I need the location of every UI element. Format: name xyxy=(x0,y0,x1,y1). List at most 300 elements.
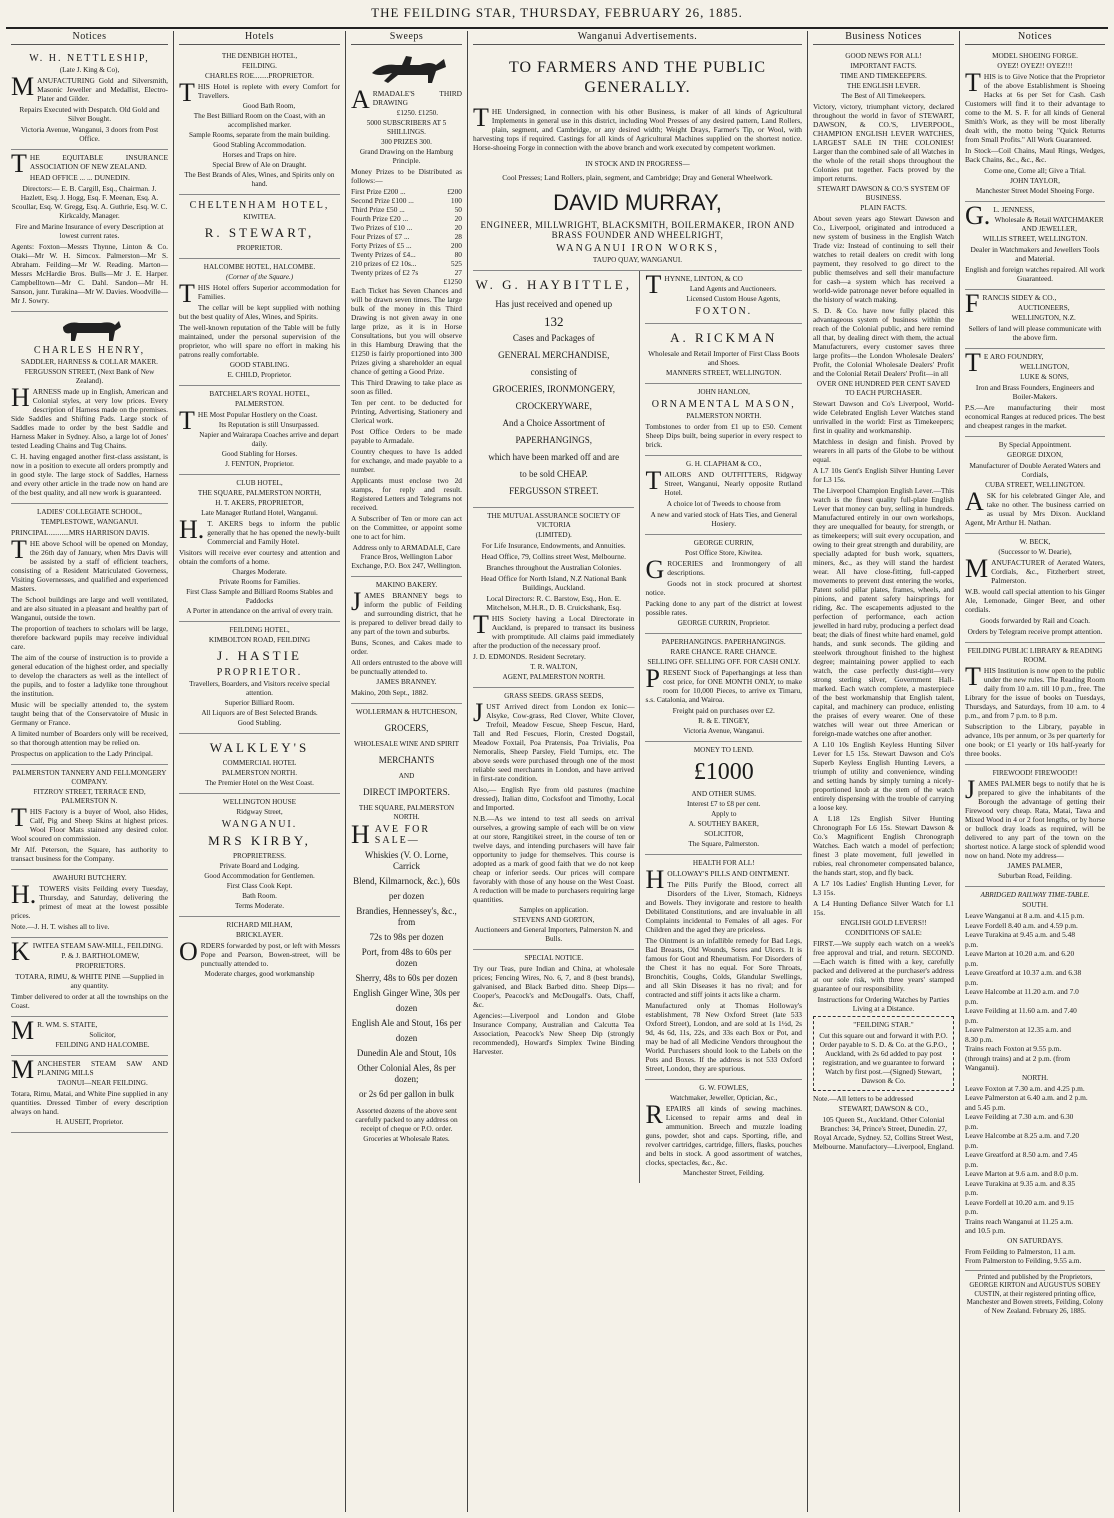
ad-line: consisting of xyxy=(530,367,577,377)
ad-body: The Liverpool Champion English Lever.—This watch is the finest quality full-plate English Lever that money can buy, selling in hundreds. Manufactured entirely in our own workshops, they are unequalled for beauty, for strength, or as timekeepers; will suit every occupation, and owing to their great strength and durability, are specially adapted for bush work, squatters, miners, &c., as they will stand the hardest wear. All have close-fitting, full-capped movements to prevent dust entering the works, Patent solid pillar plates, frames, wheels, and pinions, and patent safety hairsprings for riding, &c. The escapements adjusted to the perfection of performance, each action jewelled in hard ruby, producing a perfect dead beat; the dials of finest white hard enamel, gold hands, and sunk seconds. The gilding and steelwork throughout finished to the highest degree; maintaining power applied to each watch, the case perfectly dust-tight—very strong sterling silver, Government Hall-marked. Each watch complete, a masterpiece of the best workmanship that English talent, capital, and machinery can produce, enlisting the praises of every wearer. One of these watches will wear out three American or foreign-made watches one after another. xyxy=(813,486,954,738)
prize-row xyxy=(351,187,462,196)
prize-row xyxy=(351,268,462,277)
ad-subtitle: THE ENGLISH LEVER. xyxy=(846,82,921,90)
ad-line: First Class Cook Kept. xyxy=(226,882,293,890)
ad-prizes: 300 PRIZES 300. xyxy=(381,138,432,146)
ad-subtitle: OYEZ! OYEZ!! OYEZ!!! xyxy=(997,62,1073,70)
ad-town: WELLINGTON, N.Z. xyxy=(1011,314,1076,322)
timetable-row: 8.30 p.m. xyxy=(965,1034,993,1044)
sale-item: English Ginger Wine, 30s per xyxy=(353,988,460,998)
ad-line: Horses and Traps on hire. xyxy=(222,151,297,159)
ad-title: JOHN HANLON, xyxy=(697,388,750,396)
ad-line: Travellers, Boarders, and Visitors receive special attention. xyxy=(189,680,330,697)
ad-signature: GEORGE CURRIN, Proprietor. xyxy=(677,619,770,627)
sale-item: Port, from 48s to 60s per dozen xyxy=(361,947,452,968)
ad-address: Manchester Street Model Shoeing Forge. xyxy=(975,187,1095,195)
column-heading: Wanganui Advertisements. xyxy=(473,31,802,45)
timetable-row: Leave Halcombe at 11.20 a.m. and 7.0 xyxy=(965,987,1079,996)
grass-seeds-ad xyxy=(473,688,634,950)
racehorse-icon xyxy=(362,53,452,87)
fowles-ad xyxy=(645,1080,802,1183)
ad-town: WANGANUI. xyxy=(221,819,298,830)
ad-address: CUBA STREET, WELLINGTON. xyxy=(985,481,1085,489)
ad-address: Victoria Avenue, Wanganui, 3 doors from Post Office. xyxy=(20,125,159,143)
ad-heading: HEALTH FOR ALL! xyxy=(692,859,755,867)
ad-title: THE DENBIGH HOTEL, xyxy=(221,52,298,60)
ad-title: WALKLEY'S xyxy=(209,740,310,755)
sale-item: Sherry, 48s to 60s per dozen xyxy=(355,973,458,983)
ad-line: All Liquors are of Best Selected Brands. xyxy=(201,709,318,717)
timetable-row: Leave Turakina at 9.35 a.m. and 8.35 xyxy=(965,1178,1076,1188)
ad-line: to be sold CHEAP. xyxy=(519,469,588,479)
ad-line: Sample Rooms, separate from the main building. xyxy=(189,131,330,139)
ad-subtitle: 5000 SUBSCRIBERS AT 5 SHILLINGS. xyxy=(366,119,447,136)
ad-line: Good Bath Room, xyxy=(242,102,296,110)
prize-row xyxy=(351,232,462,241)
ad-body: The well-known reputation of the Table will be fully maintained, under the personal supervision of the proprietor, who will spare no effort in making his patrons really comfortable. xyxy=(179,323,340,359)
ad-title: FEILDING HOTEL, xyxy=(229,626,290,634)
ad-line: Interest £7 to £8 per cent. xyxy=(687,800,761,808)
column-heading: Hotels xyxy=(179,31,340,45)
ad-subtitle: ORNAMENTAL MASON, xyxy=(651,399,796,410)
kiwitea-sawmill-ad xyxy=(11,938,168,1017)
timetable-row: p.m. xyxy=(965,1159,979,1169)
ad-address: MANNERS STREET, WELLINGTON. xyxy=(666,369,782,377)
ad-agents: Agents: Foxton—Messrs Thynne, Linton & Co. Otaki—Mr W. H. Simcox. Palmerston—Mr S. Abraham. Feilding—Mr W. Reading. Marton—Messrs McHardie Bros. Bulls—Mr J. E. Harper. Campbelltown—Mr C. Dahl. Sandon—Mr H. Sanson, junr. Turakina—Mr W. Davies. Woodville—Mr J. Sowry. xyxy=(11,242,168,305)
masthead-rule xyxy=(6,27,1108,29)
ad-line: Good Accommodation for Gentlemen. xyxy=(204,872,315,880)
ad-body: Also,— English Rye from old pastures (machine dressed), Italian ditto, Cocksfoot and Timothy, Local and Imported. xyxy=(473,785,635,812)
ad-town: WELLINGTON, xyxy=(1019,363,1070,371)
ad-body: Repairs Executed with Despatch. Old Gold and Silver Bought. xyxy=(19,105,160,123)
ad-line: Samples on application. xyxy=(519,906,589,914)
feilding-hotel-ad xyxy=(179,622,340,734)
ad-body: ASK for his celebrated Ginger Ale, and take no other. The business carried on as usual by Mrs Dixon. Auckland Agent, Mr Arthur H. Nathan. xyxy=(965,487,1105,527)
timetable-row: p.m. xyxy=(965,977,979,987)
timetable-row: Leave Feilding at 7.30 a.m. and 6.30 xyxy=(965,1112,1074,1121)
prize-row xyxy=(351,223,462,232)
ad-title: MR. WM. S. STAITE, xyxy=(11,1016,98,1045)
ad-subtitle: MERCHANTS xyxy=(378,755,435,765)
column-hotels xyxy=(174,31,346,1512)
ad-title: MAKINO BAKERY. xyxy=(375,581,438,589)
ad-title: HAVE FOR SALE— xyxy=(351,820,430,849)
ad-subtitle: PLAIN FACTS. xyxy=(860,204,907,212)
ad-owner: MRS KIRBY, xyxy=(208,833,311,848)
planing-mills-ad xyxy=(11,1056,168,1133)
ad-body: A L7 10s Gent's English Silver Hunting Lever for L3 15s. xyxy=(813,466,954,484)
prize-total-amount: £1250 xyxy=(443,277,462,286)
milham-ad xyxy=(179,917,340,984)
ad-address: THE SQUARE, PALMERSTON NORTH, xyxy=(197,489,322,497)
timetable-row: Trains reach Wanganui at 11.25 a.m. xyxy=(965,1216,1073,1226)
ad-body: Ten per cent. to be deducted for Printing, Advertising, Stationery and Clerical work. xyxy=(351,398,462,425)
ad-title: MODEL SHOEING FORGE. xyxy=(992,52,1078,60)
cheltenham-hotel-ad xyxy=(179,195,340,259)
ad-body: THIS Hotel is replete with every Comfort for Travellers. xyxy=(179,78,340,107)
ad-title: CLUB HOTEL, xyxy=(236,479,283,487)
sale-item: Brandies, Hennessey's, &c., from xyxy=(356,906,457,927)
ad-body: Visitors will receive ever courtesy and attention and obtain the comforts of a home. xyxy=(179,548,340,566)
ad-line: Napier and Wairarapa Coaches arrive and depart daily. xyxy=(199,431,339,448)
haybittle-ad xyxy=(473,271,634,508)
ad-subtitle: COMMERCIAL HOTEL xyxy=(222,759,297,767)
prize-row xyxy=(351,214,462,223)
ad-subtitle: ENGLISH GOLD LEVERS!! xyxy=(840,919,927,927)
ad-body: Buns, Scones, and Cakes made to order. xyxy=(351,638,462,656)
prize-label: Second Prize £100 ... xyxy=(351,196,414,205)
prize-label: Forty Prizes of £5 ... xyxy=(351,241,412,250)
ad-body: JUST Arrived direct from London ex Ionic— Alsyke, Cow-grass, Red Clover, White Clover, Trefoil, Meadow Fescue, Sheep Fescue, Hard, Tall and Red Fescues, Florin, Crested Dogstail, Meadow Foxtail, Poa Pratensis, Poa Trivialis, Poa Nemoralis, Sheep Parsley, Field Turnips, etc. The above seeds were purchased through one of the most reliable seed merchants in London, and have arrived in first-rate condition. xyxy=(473,698,635,783)
ad-body: The Pills Purify the Blood, correct all Disorders of the Liver, Stomach, Kidneys and Bowels. They invigorate and restore to health Debilitated Constitutions, and are invaluable in all Complaints incidental to Females of all ages. For Children and the aged they are priceless. xyxy=(645,880,802,934)
ad-line: GENERAL MERCHANDISE, xyxy=(498,350,610,360)
library-ad xyxy=(965,643,1105,765)
timetable-row: p.m. xyxy=(965,939,979,949)
ad-body: JAMES BRANNEY begs to inform the public of Feilding and surrounding district, that he is prepared to deliver bread daily to any part of the town and suburbs. xyxy=(351,587,462,636)
ad-amount: £1250. £1250. xyxy=(396,109,439,117)
ad-works: WANGANUI IRON WORKS, xyxy=(556,243,719,254)
ad-body: Matchless in design and finish. Proved by wearers in all parts of the Globe to be without equal. xyxy=(813,437,954,464)
ad-title: GEORGE DIXON, xyxy=(1007,451,1063,459)
sale-list xyxy=(351,850,462,1100)
ad-proprietor: PROPRIETRESS. xyxy=(233,852,286,860)
wollerman-ad xyxy=(351,704,462,1149)
ad-body: Assorted dozens of the above sent carefully packed to any address on receipt of cheque or P.O. order. xyxy=(355,1106,458,1133)
timetable-row: Wanganui). xyxy=(965,1063,1000,1072)
prize-row xyxy=(351,250,462,259)
ad-town: PALMERSTON. xyxy=(235,400,284,408)
ad-body: H.T. AKERS begs to inform the public generally that he has opened the newly-built Commercial and Family Hotel. xyxy=(179,515,340,546)
ad-proprietor: H. T. AKERS, PROPRIETOR, xyxy=(215,499,304,507)
ad-proprietor: E. CHILD, Proprietor. xyxy=(227,371,292,379)
ad-body: A limited number of Boarders only will be received, so that thorough attention may be relied on. xyxy=(11,729,168,747)
sale-item: dozen xyxy=(395,1033,418,1043)
masthead: THE FEILDING STAR, THURSDAY, FEBRUARY 26, 1885. xyxy=(371,5,743,20)
prize-amount: 50 xyxy=(454,205,462,214)
ad-body: Freight paid on purchases over £2. xyxy=(672,706,775,715)
timetable-north-heading: NORTH. xyxy=(1021,1073,1049,1082)
column-notices xyxy=(6,31,174,1512)
ad-body: W.B. would call special attention to his Ginger Ale, Lemonade, Ginger Beer, and other cordials. xyxy=(965,587,1105,614)
ad-signature: JAMES PALMER, xyxy=(1007,862,1063,870)
denbigh-hotel-ad xyxy=(179,48,340,195)
prize-list xyxy=(351,187,462,277)
ad-body: The aim of the course of instruction is to provide a general education of the highest order, and specially to develop the characters as well as the intellect of the pupils, and to foster a ladylike tone throughout the institution. xyxy=(11,653,168,698)
ad-body: THE above School will be opened on Monday, the 26th day of January, when Mrs Davis will be assisted by a staff of efficient teachers, consisting of a Resident Matriculated Governess, Visiting Governesses, and qualified and experienced Masters. xyxy=(11,535,168,593)
horse-icon xyxy=(55,317,125,343)
ad-body: A L10 10s English Keyless Hunting Silver Lever for L5 15s. Stewart Dawson and Co's Superb Keyless English Hunting Levers, a triumph of utility and convenience, winding and setting hands by simply turning a nicely-proportioned knob at the stem of the watch entirely dispensing with the trouble of carrying a loose key. xyxy=(813,740,954,812)
ad-body: Money Prizes to be Distributed as follows:— xyxy=(351,167,462,185)
ad-body: Head Office for North Island, N.Z National Bank Buildings, Auckland. xyxy=(480,574,627,592)
ad-title: W. BECK, xyxy=(1019,538,1051,546)
ad-town: KIWITEA. xyxy=(243,213,276,221)
ad-body: A new and varied stock of Hats Ties, and General Hosiery. xyxy=(650,510,798,528)
ad-town: FEILDING. xyxy=(242,62,277,70)
ad-title: SPECIAL NOTICE. xyxy=(524,954,584,962)
ad-title: GENERALLY. xyxy=(584,79,691,96)
prize-label: Four Prizes of £7 ... xyxy=(351,232,410,241)
ad-proprietor: H. AUSEIT, Proprietor. xyxy=(55,1118,124,1126)
ad-body: Wholesale and Retail Importer of First Class Boots and Shoes. xyxy=(648,349,800,367)
ad-title: FIREWOOD! FIREWOOD!! xyxy=(992,769,1078,777)
ad-body: JAMES PALMER begs to notify that he is prepared to give the inhabitants of the Borough the advantage of getting their Firewood very cheap. Rata, Matai, Tawa and Mixed Wood in 4 or 2 foot lengths, or by horse or bullock dray loads as required, will be delivered to any part of the town on the shortest notice. A large stock of splendid wood now on hand. Note my address— xyxy=(965,775,1105,860)
sale-item: 72s to 98s per dozen xyxy=(369,932,444,942)
ad-subtitle: SADDLER, HARNESS & COLLAR MAKER. xyxy=(21,358,158,366)
ad-address: FEILDING AND HALCOMBE. xyxy=(55,1041,150,1049)
timetable-row: p.m. xyxy=(965,996,979,1006)
ad-subtitle: Post Office Store, Kiwitea. xyxy=(684,549,763,557)
ad-title: BATCHELAR'S ROYAL HOTEL, xyxy=(209,390,310,398)
ad-body: Dealer in Watchmakers and Jewellers Tools and Material. xyxy=(970,245,1100,263)
ad-subtitle: SELLING OFF. SELLING OFF. FOR CASH ONLY. xyxy=(647,658,801,666)
awahuri-ad xyxy=(11,870,168,938)
halcombe-hotel-ad xyxy=(179,259,340,386)
timetable-row: Leave Wanganui at 8 a.m. and 4.15 p.m. xyxy=(965,911,1085,920)
ad-signature: STEVENS AND GORTON, xyxy=(512,916,595,924)
ad-line: First Class Sample and Billiard Rooms Stables and Paddocks xyxy=(186,588,333,605)
prize-label: Third Prize £50 ... xyxy=(351,205,405,214)
ad-title: PAPERHANGINGS. PAPERHANGINGS. xyxy=(661,638,786,646)
ad-title: FRANCIS SIDEY & CO., xyxy=(965,289,1057,318)
sale-item: Whiskies (V. O. Lorne, Carrick xyxy=(364,850,449,871)
ad-town: FOXTON. xyxy=(695,306,753,317)
armadale-ad xyxy=(351,48,462,577)
ad-body: C. H. having engaged another first-class assistant, is now in a position to execute all orders promptly and in good style. The large stock of Saddles, Harness and every other article in the trade now on hand are of the best quality, and all new work is guaranteed. xyxy=(11,452,168,497)
prize-amount: 525 xyxy=(450,259,462,268)
ad-subtitle: IMPORTANT FACTS. xyxy=(850,62,917,70)
staite-ad xyxy=(11,1017,168,1056)
ad-line: Terms Moderate. xyxy=(235,902,284,910)
ad-subtitle: Land Agents and Auctioneers. xyxy=(689,285,777,293)
ad-subtitle: ENGINEER, MILLWRIGHT, BLACKSMITH, BOILERMAKER, IRON AND BRASS FOUNDER AND WHEELRIGHT, xyxy=(480,220,795,240)
ad-title: KIWITEA STEAM SAW-MILL, FEILDING. xyxy=(11,937,163,966)
ad-proprietor: CHARLES ROE........PROPRIETOR. xyxy=(205,72,314,80)
ad-title: HOLLOWAY'S PILLS AND OINTMENT. xyxy=(645,865,790,894)
ad-body: Tombstones to order from £1 up to £50. Cement Sheep Dips built, being superior in every respect to brick. xyxy=(645,422,802,449)
ad-signature: JOHN TAYLOR, xyxy=(1010,177,1060,185)
ad-address: KIMBOLTON ROAD, FEILDING xyxy=(208,636,311,644)
ad-line: Good Stabling for Horses. xyxy=(221,450,298,458)
ad-body: Music will be specially attended to, the system taught being that of the Conservatoire of Music in Germany or France. xyxy=(11,700,168,727)
ad-title: W. G. HAYBITTLE, xyxy=(475,277,632,292)
timetable-row: From Feilding to Palmerston, 11 a.m. xyxy=(965,1246,1076,1256)
ad-line: Licensed Custom House Agents, xyxy=(686,295,781,303)
ad-title: G. W. FOWLES, xyxy=(699,1084,749,1092)
ad-address: Manchester Street, Feilding. xyxy=(683,1169,765,1177)
mutual-assurance-ad xyxy=(473,508,634,688)
prize-label: Twenty Prizes of £4... xyxy=(351,250,416,259)
ad-line: Bath Room. xyxy=(242,892,277,900)
ad-subtitle: DIRECT IMPORTERS. xyxy=(363,787,450,797)
ad-subtitle: (Late J. King & Co), xyxy=(59,66,120,74)
ad-body: Each Ticket has Seven Chances and will be drawn seven times. The large bulk of the money in this Third Drawing is not given away in one large prize, as it is in Horse Consultations, but you will observe in this Hamburg Drawing that the £1250 is fairly proportioned into 300 Prizes giving a shareholder an equal chance of getting a Good Prize. xyxy=(351,286,462,376)
ad-body: A choice lot of Tweeds to choose from xyxy=(666,499,781,508)
timetable-saturday xyxy=(965,1247,1105,1266)
prize-amount: 20 xyxy=(454,214,462,223)
ad-agent: T. R. WALTON, xyxy=(530,663,578,671)
ad-office: HEAD OFFICE ... ... DUNEDIN. xyxy=(29,173,130,182)
paperhangings-ad xyxy=(645,634,802,742)
money-lend-ad xyxy=(645,742,802,855)
ad-body: Fire and Marine Insurance of every Description at lowest current rates. xyxy=(15,222,164,240)
ad-body: A Subscriber of Ten or more can act on the Committee, or appoint some one to act for him. xyxy=(351,514,462,541)
timetable-south xyxy=(965,911,1105,1073)
ad-body: S. D. & Co. have now fully placed this advantageous system of business within the reach of the Colonial public, and here remind all that, by dealing direct with them, the actual Manufacturers, every customer saves three large profits—the London Wholesale Dealers' Profit, the Colonial Wholesale Dealers' Profit and the Colonial Retail Dealers' Profit—in all xyxy=(813,306,954,378)
ad-line: Grand Drawing on the Hamburg Principle. xyxy=(359,148,454,165)
ad-address: THE SQUARE, PALMERSTON NORTH. xyxy=(358,804,455,821)
ad-address: Auctioneers and General Importers, Palmerston N. and Bulls. xyxy=(474,926,633,943)
ad-subtitle: STEWART DAWSON & CO.'S SYSTEM OF BUSINESS. xyxy=(817,185,950,202)
ad-town: PALMERSTON NORTH. xyxy=(221,769,298,777)
ad-body: The Ointment is an infallible remedy for Bad Legs, Bad Breasts, Old Wounds, Sores and Ulcers. It is famous for Gout and Rheumatism. For Disorders of the Chest it has no equal. For Sore Throats, Bronchitis, Coughs, Colds, Glandular Swellings, and all Skin Diseases it has no rival; and for contracted and stiff joints it acts like a charm. xyxy=(645,936,802,999)
timetable-row: Trains reach Foxton at 9.55 p.m. xyxy=(965,1044,1062,1053)
ad-body: Mr Alf. Peterson, the Square, has authority to transact business for the Company. xyxy=(11,845,168,863)
timetable-row: Leave Fordell 8.40 a.m. and 4.59 p.m. xyxy=(965,920,1078,930)
ad-subtitle: The Best of All Timekeepers. xyxy=(841,92,926,100)
ad-line: Charges Moderate. xyxy=(232,568,287,576)
sale-item: Blend, Kilmarnock, &c.), 60s xyxy=(353,876,460,886)
tannery-ad xyxy=(11,765,168,870)
timetable-row: and 10.5 p.m. xyxy=(965,1226,1006,1235)
ad-title: FEILDING PUBLIC LIBRARY & READING ROOM. xyxy=(967,647,1103,664)
ad-body: PRESENT Stock of Paperhangings at less than cost price, for ONE MONTH ONLY, to make room for 10,000 Pieces, to arrive ex Timaru, s.s. Catalonia, and Wairoa. xyxy=(645,664,802,704)
ad-agent: AGENT, PALMERSTON NORTH. xyxy=(502,673,605,681)
ad-address: FITZROY STREET, TERRACE END, PALMERSTON N. xyxy=(33,788,146,805)
ad-body: THIS Institution is now open to the public under the new rules. The Reading Room daily from 10 a.m. till 10 p.m., free. The Library for the issue of books on Tuesdays, Thursdays, and Saturdays, from 10 a.m. to 4 p.m., and from 7 p.m. to 8 p.m. xyxy=(965,662,1105,720)
ad-principal: PRINCIPAL...........MRS HARRISON DAVIS. xyxy=(11,528,150,537)
ad-line: Moderate charges, good workmanship xyxy=(204,970,315,978)
timetable-row: Leave Turakina at 9.45 a.m. and 5.48 xyxy=(965,930,1076,939)
ad-subtitle: AUCTIONEERS, xyxy=(1017,304,1070,312)
ad-body: THIS Hotel offers Superior accommodation for Families. xyxy=(179,279,340,308)
ad-body: HARNESS made up in English, American and Colonial styles, at very low prices. Every description of Harness made on the premises. Side Saddles and Shifting Pads. Large stock of Saddles made to order by the best Saddle and Harness Maker in Sydney. Also, a large lot of Jones' tested Leading Chains and Tug Chains. xyxy=(11,383,168,450)
ad-line: Superior Billiard Room. xyxy=(224,699,295,707)
ad-line: IN STOCK AND IN PROGRESS— xyxy=(585,160,690,168)
timetable-north xyxy=(965,1084,1105,1236)
ad-owner: DAVID MURRAY, xyxy=(553,190,722,215)
ad-body: Timber delivered to order at all the townships on the Coast. xyxy=(11,992,168,1010)
ad-owner: R. STEWART, xyxy=(204,225,315,240)
hanlon-ad xyxy=(645,384,802,456)
timetable-south-heading: SOUTH. xyxy=(1022,901,1048,909)
ad-proprietor: PROPRIETOR. xyxy=(216,667,303,678)
ad-note: Note.—J. H. T. wishes all to live. xyxy=(11,922,110,931)
ad-body: Victory, victory, triumphant victory, declared throughout the world in favor of STEWART, DAWSON, & CO.'S, LIVERPOOL, CHAMPION ENGLISH LEVER WATCHES, LARGEST SALE IN THE COLONIES! Larger than the combined sale of all Watches in the whole of the retail shops throughout the Colonies put together. Facts proved by the import returns. xyxy=(813,102,954,183)
ad-line: PAPERHANGINGS, xyxy=(515,435,592,445)
ad-body: TOTARA, RIMU, & WHITE PINE —Supplied in any quantity. xyxy=(15,972,164,990)
prize-row xyxy=(351,205,462,214)
ad-title: GRASS SEEDS. GRASS SEEDS, xyxy=(504,692,604,700)
ad-title: GEORGE CURRIN, xyxy=(693,539,754,547)
ad-signature: R. & E. TINGEY, xyxy=(698,717,750,725)
nettleship-ad xyxy=(11,48,168,150)
thynne-ad xyxy=(645,271,802,324)
ad-proprietor: PROPRIETOR. xyxy=(236,244,283,252)
ad-body: Prospectus on application to the Lady Principal. xyxy=(11,749,153,758)
ad-subtitle: TIME AND TIMEKEEPERS. xyxy=(840,72,927,80)
ad-line: Private Board and Lodging. xyxy=(219,862,300,870)
ad-title: HALCOMBE HOTEL, HALCOMBE. xyxy=(203,263,316,271)
ad-signature: A. SOUTHEY BAKER, xyxy=(688,820,759,828)
stewart-dawson-ad xyxy=(813,48,954,1157)
ad-title: RICHARD MILHAM, xyxy=(226,921,293,929)
timetable-saturday-heading: ON SATURDAYS. xyxy=(1007,1236,1063,1245)
ad-address: FERGUSSON STREET, (Next Bank of New Zealand). xyxy=(24,368,155,385)
ad-body: GROCERIES and Ironmongery of all descriptions. xyxy=(645,555,802,584)
ad-body: For Life Insurance, Endowments, and Annuities. xyxy=(481,541,626,550)
ad-body: Iron and Brass Founders, Engineers and Boiler-Makers. xyxy=(975,383,1095,401)
prize-label: Twenty prizes of £2 7s xyxy=(351,268,419,277)
te-aro-foundry-ad xyxy=(965,349,1105,437)
ad-body: About seven years ago Stewart Dawson and Co., Liverpool, originated and introduced a new system of business in the English Watch Trade viz: Instead of continuing to sell their watches to retail dealers on credit with long payment, they resolved to go direct to the public themselves and sell their manufacture for cash—a system which has received a world-wide patronage never before equalled in the history of watch making. xyxy=(813,214,954,304)
ad-line: Apply to xyxy=(711,810,737,818)
charles-henry-ad xyxy=(11,312,168,504)
wellington-house-ad xyxy=(179,794,340,917)
timetable-row: Leave Halcombe at 8.25 a.m. and 7.20 xyxy=(965,1131,1080,1140)
ad-address: Address only to ARMADALE, Care France Bros, Wellington Labor Exchange, P.O. Box 247, Wellington. xyxy=(351,543,462,570)
ad-body: Sellers of land will please communicate with the above firm. xyxy=(968,324,1102,342)
ad-number: 132 xyxy=(543,314,564,329)
prize-row xyxy=(351,259,462,268)
timetable-row: Leave Palmerston at 12.35 a.m. and xyxy=(965,1025,1071,1034)
timetable-row: p.m. xyxy=(965,1140,979,1150)
order-coupon[interactable] xyxy=(813,1016,954,1091)
timetable-title: ABRIDGED RAILWAY TIME-TABLE. xyxy=(980,891,1090,899)
prize-amount: 80 xyxy=(454,250,462,259)
ad-body: In Stock—Coil Chains, Maul Rings, Wedges, Back Chains, &c., &c., &c. xyxy=(965,146,1105,164)
ad-subtitle: Manufacturer of Double Aerated Waters and Cordials, xyxy=(969,461,1101,479)
ad-title: PALMERSTON TANNERY AND FELLMONGERY COMPANY. xyxy=(12,769,167,786)
ad-body: Agencies:—Liverpool and London and Globe Insurance Company, Australian and Calcutta Tea Association, Peacock's New Sheep Dip (strongly recommended), Howard's Simplex Twine Binding Harvester. xyxy=(473,1011,635,1056)
ad-title: MANCHESTER STEAM SAW AND PLANING MILLS xyxy=(11,1055,168,1084)
ad-town: PALMERSTON NORTH. xyxy=(686,412,762,420)
ad-line: SOLICITOR, xyxy=(704,830,744,838)
ad-body: Goods forwarded by Rail and Coach. xyxy=(979,616,1090,625)
prize-row xyxy=(351,196,462,205)
ad-title: A. RICKMAN xyxy=(670,330,778,345)
ad-body: Manufactured only at Thomas Holloway's establishment, 78 New Oxford Street (late 533 Oxford Street), London, and are sold at 1s 1½d, 2s 9d, 4s 6d, 11s, 22s, and 33s each Box or Pot, and may be had of all Medicine Vendors throughout the World. Purchasers should look to the Labels on the Pots and Boxes. If the address is not 533 Oxford Street, London, they are spurious. xyxy=(645,1001,802,1073)
column-heading: Sweeps xyxy=(351,31,462,45)
sale-item: Dunedin Ale and Stout, 10s xyxy=(356,1048,457,1058)
ad-line: GROCERIES, IRONMONGERY, xyxy=(492,384,616,394)
ad-body: The proportion of teachers to scholars will be large, therefore backward pupils may receive individual care. xyxy=(11,624,168,651)
batchelar-hotel-ad xyxy=(179,386,340,475)
ad-signature: JAMES BRANNEY. xyxy=(376,678,437,686)
sale-item: Other Colonial Ales, 8s per dozen; xyxy=(357,1063,456,1084)
ad-subtitle: CONDITIONS OF SALE: xyxy=(845,929,922,937)
ad-body: Cool Presses; Land Rollers, plain, segment, and Cambridge; Dray and General Wheelwork. xyxy=(502,173,773,182)
column-notices-right xyxy=(960,31,1110,1512)
column-heading: Notices xyxy=(965,31,1105,45)
club-hotel-ad xyxy=(179,475,340,622)
ad-body: THIS Factory is a buyer of Wool, also Hides, Calf, Pig and Sheep Skins at highest prices. Wool Floor Mats stained any desired color. Wool scoured on commission. xyxy=(11,803,168,843)
ad-body: A L4 Hunting Defiance Silver Watch for L1 15s. xyxy=(813,899,954,917)
ad-body: H.TOWERS visits Feilding every Tuesday, Thursday, and Saturday, delivering the primest of meat at the lowest possible prices. xyxy=(11,880,168,920)
timetable-row: Leave Feilding at 11.60 a.m. and 7.40 xyxy=(965,1006,1077,1015)
dixon-ad xyxy=(965,437,1105,534)
ad-line: GOOD STABLING. xyxy=(229,361,290,369)
timetable-row: p.m. xyxy=(965,1207,979,1216)
ad-body: This Third Drawing to take place as soon as filled. xyxy=(351,378,462,396)
ad-proprietor: J. FENTON, Proprietor. xyxy=(225,460,294,468)
ad-address: Ridgway Street, xyxy=(236,808,283,816)
ad-body: English and foreign watches repaired. All work Guaranteed. xyxy=(965,265,1105,283)
special-notice-ad xyxy=(473,950,634,1062)
ad-line: Private Rooms for Families. xyxy=(218,578,301,586)
ad-address: 105 Queen St., Auckland. Other Colonial Branches: 34, Prince's Street, Dunedin. 27, Royal Arcade, Sydney. 52, Collins Street West, Melbourne. Manufactory—Liverpool, England. xyxy=(813,1115,954,1151)
ad-title: TE ARO FOUNDRY, xyxy=(965,348,1044,377)
ad-title: WELLINGTON HOUSE xyxy=(222,798,297,806)
